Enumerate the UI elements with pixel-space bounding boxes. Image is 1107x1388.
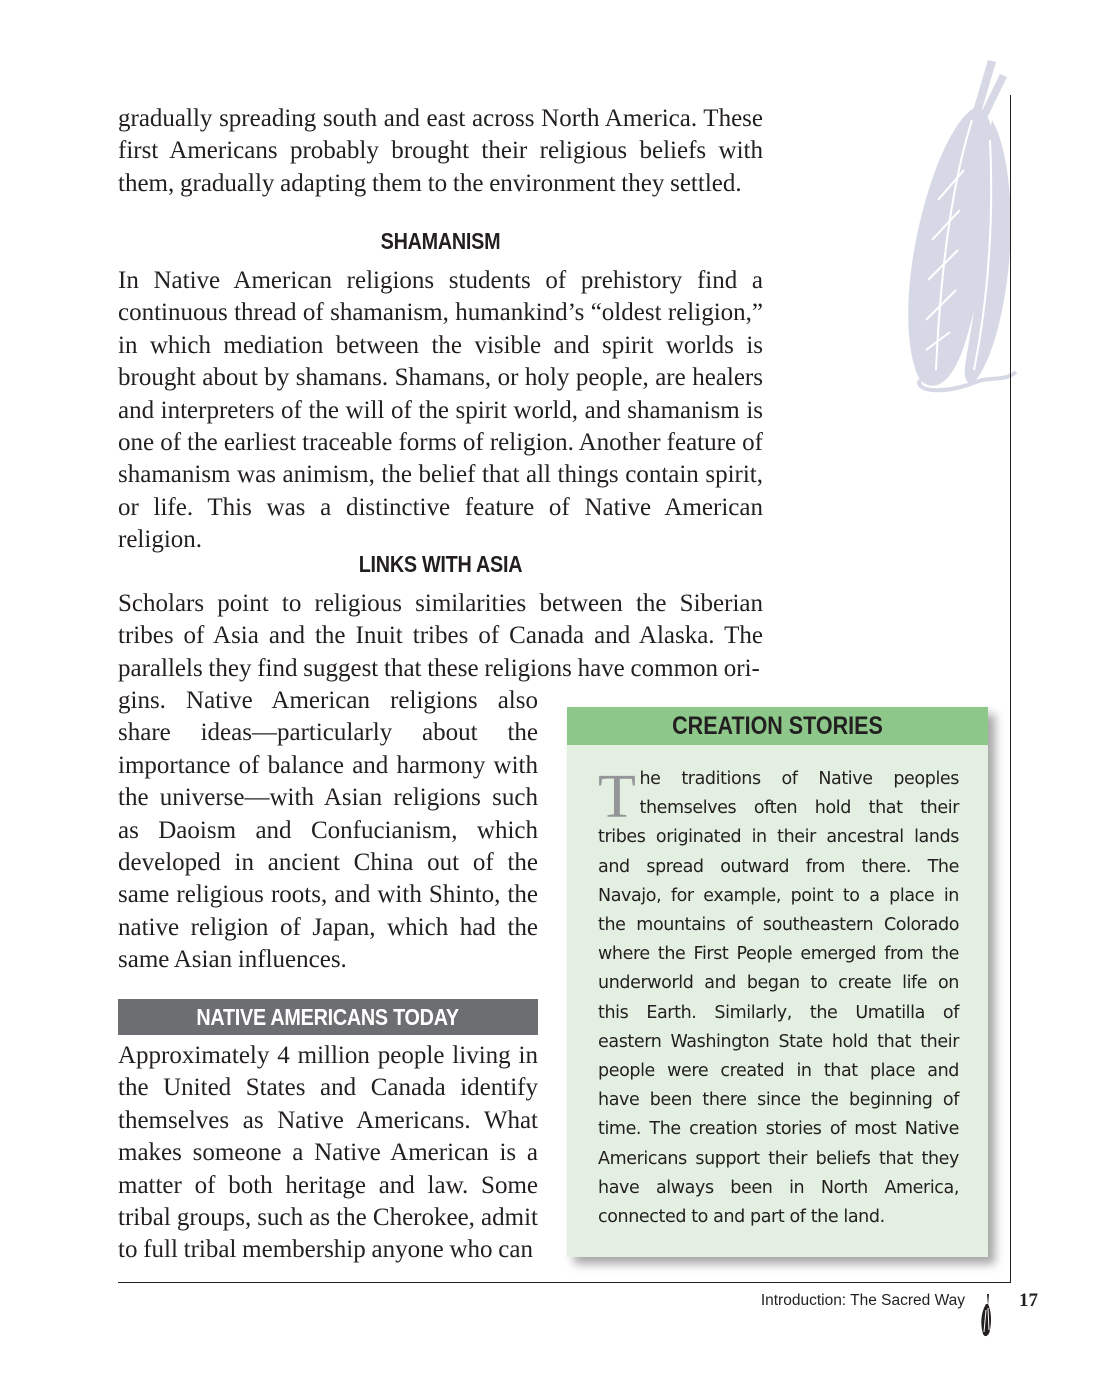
bottom-rule [118, 1282, 1011, 1283]
section-bar-native-americans-today [118, 999, 538, 1035]
links-paragraph-bottom: gins. Native American religions also share ideas—particularly about the importance of balance and harmony with the universe—with Asian religions such as Daoism and Confucianism, which developed in ancient China out of the same religious roots, and with Shinto, the native religion of Japan, which had the same Asian influences. [118, 687, 538, 974]
drop-cap: T [598, 763, 636, 831]
sidebar-text: he traditions of Native peoples themselves often hold that their tribes originated in their ancestral lands and spread outward from there. The Navajo, for example, point to a place in the mountains of southeastern Colorado where the First People emerged from the underworld and began to create life on this Earth. Similarly, the Umatilla of eastern Washington State hold that their people were created in that place and have been there since the beginning of time. The creation stories of most Native Americans support their beliefs that they have always been in North America, connected to and part of the land. [598, 769, 959, 1228]
page-number: 17 [1019, 1290, 1038, 1311]
feather-icon [880, 50, 1030, 410]
heading-native-americans-today: NATIVE AMERICANS TODAY [196, 1003, 460, 1030]
links-paragraph-top: Scholars point to religious similarities between the Siberian tribes of Asia and the Inuit tribes of Canada and Alaska. The parallels they find suggest that these religions have common ori- [118, 590, 763, 682]
running-footer: Introduction: The Sacred Way [760, 1292, 965, 1309]
sidebar-header [567, 707, 988, 745]
today-paragraph: Approximately 4 million people living in the United States and Canada identify themselves as Native Americans. What makes someone a Native American is a matter of both heritage and law. Some tribal groups, such as the Cherokee, admit to full tribal membership anyone who can [118, 1042, 538, 1264]
sidebar-body [598, 765, 959, 1232]
small-feather-icon [977, 1292, 995, 1340]
right-margin-rule [1010, 95, 1011, 1283]
sidebar-title: CREATION STORIES [672, 711, 883, 740]
heading-shamanism: SHAMANISM [380, 228, 501, 254]
intro-paragraph: gradually spreading south and east across North America. These first Americans probably brought their religious beliefs with them, gradually adapting them to the environment they settled. [118, 105, 763, 197]
shamanism-paragraph: In Native American religions students of prehistory find a continuous thread of shamanism, humankind’s “oldest religion,” in which mediation between the visible and spirit worlds is brought about by shamans. Shamans, or holy people, are healers and interpreters of the will of the spirit world, and shamanism is one of the earliest traceable forms of religion. Another feature of shamanism was animism, the belief that all things contain spirit, or life. This was a distinctive feature of Native American religion. [118, 267, 763, 554]
creation-stories-sidebar [567, 707, 988, 1257]
heading-links-with-asia: LINKS WITH ASIA [358, 551, 523, 577]
